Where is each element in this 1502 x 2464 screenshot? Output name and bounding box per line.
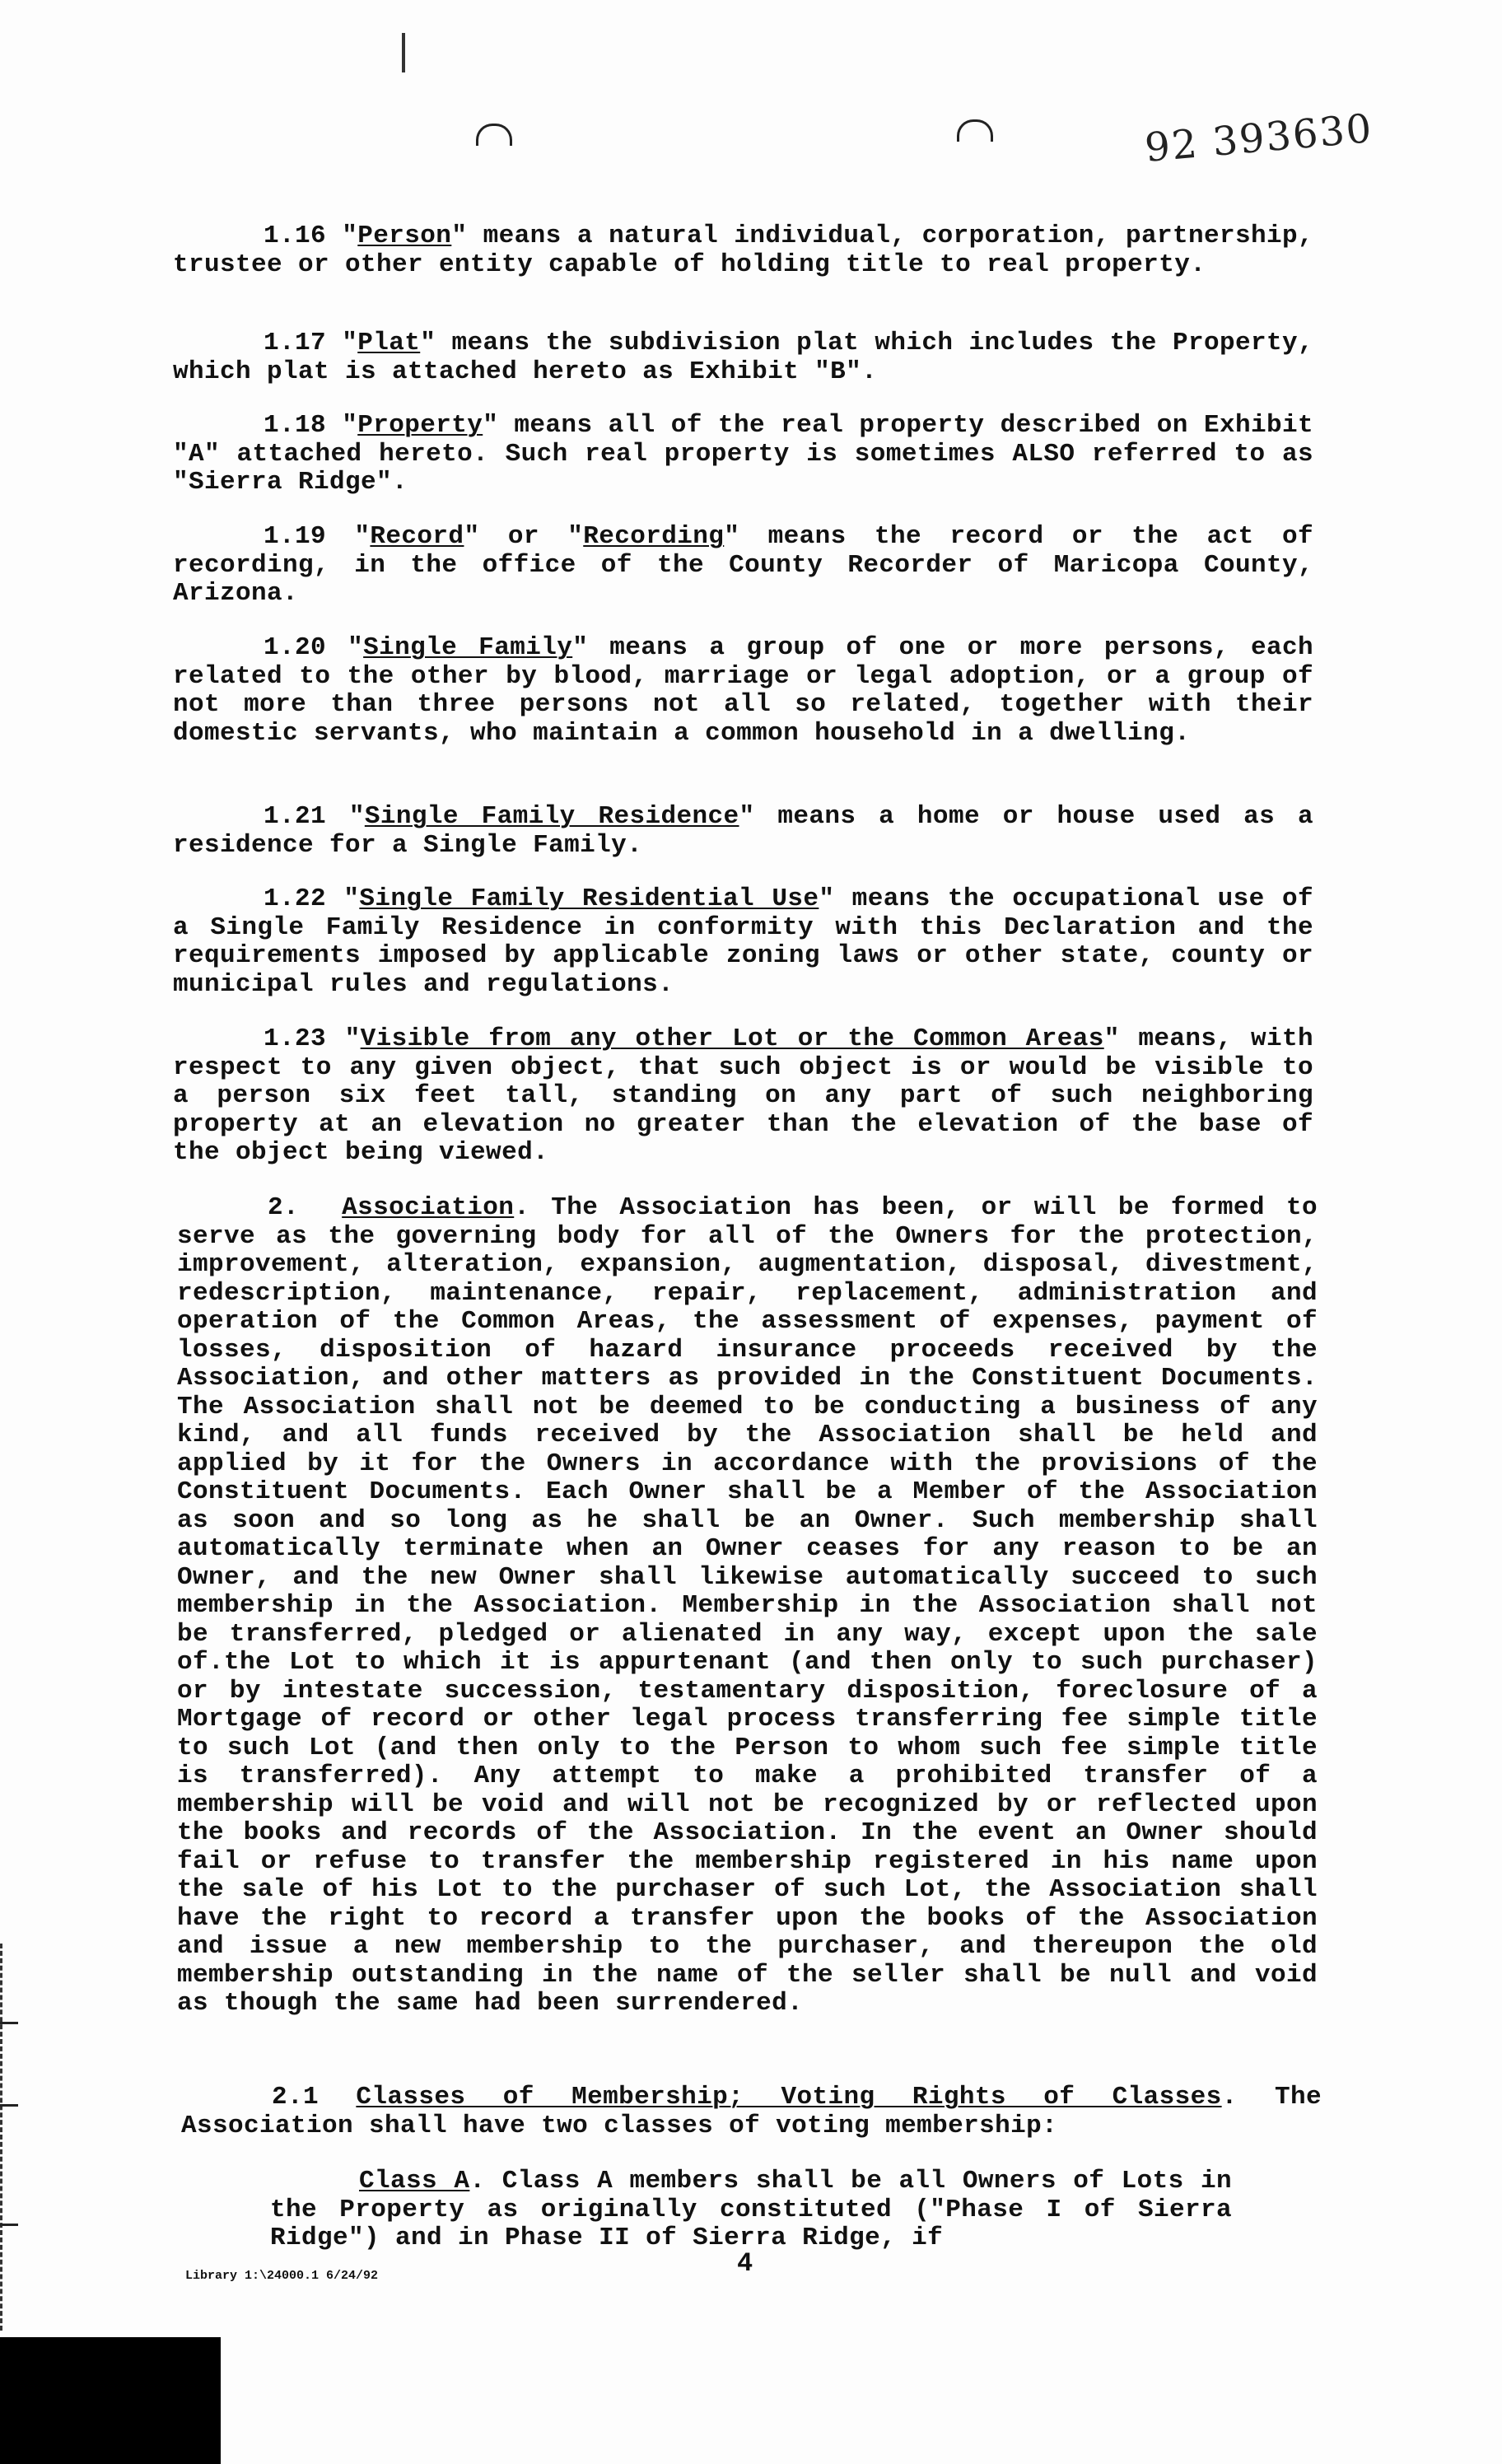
scan-edge-mark — [0, 1944, 11, 2331]
paragraph-number: 1.20 — [264, 633, 327, 662]
paragraph-number: 1.16 — [264, 222, 327, 250]
section-number: 2. — [268, 1193, 300, 1222]
redaction-block — [0, 2337, 221, 2464]
scan-edge-tick — [0, 2224, 18, 2226]
definition-paragraph: 1.17 "Plat" means the subdivision plat which includes the Property, which plat is attached hereto as Exhibit "B". — [173, 329, 1313, 386]
class-a-paragraph: Class A. Class A members shall be all Owners of Lots in the Property as originally constituted ("Phase I of Sierra Ridge") and in Phase II of Sierra Ridge, if — [270, 2167, 1232, 2252]
definition-paragraph: 1.18 "Property" means all of the real property described on Exhibit "A" attached hereto. Such real property is sometimes ALSO referred to as "Sierra Ridge". — [173, 411, 1313, 497]
definition-paragraph: 1.20 "Single Family" means a group of one or more persons, each related to the other by blood, marriage or legal adoption, or a group of not more than three persons not all so related, together with their domestic servants, who maintain a common household in a dwelling. — [173, 633, 1313, 748]
recording-number: 92 393630 — [1143, 105, 1375, 171]
paragraph-number: 1.23 — [264, 1024, 327, 1053]
section-association: 2. Association. The Association has been, or will be formed to serve as the governing body for all of the Owners for the protection, improvement, alteration, expansion, augmentation, disposal, divestment, redescription, maintenance, repair, replacement, administration and operation of the Common Areas, the assessment of expenses, payment of losses, disposition of hazard insurance proceeds received by the Association, and other matters as provided in the Constituent Documents. The Association shall not be deemed to be conducting a business of any kind, and all funds received by the Association shall be held and applied by it for the Owners in accordance with the provisions of the Constituent Documents. Each Owner shall be a Member of the Association as soon and so long as he shall be an Owner. Such membership shall automatically terminate when an Owner ceases for any reason to be an Owner, and the new Owner shall likewise automatically succeed to such membership in the Association. Membership in the Association shall not be transferred, pledged or alienated in any way, except upon the sale of.the Lot to which it is appurtenant (and then only to such purchaser) or by intestate succession, testamentary disposition, foreclosure of a Mortgage of record or other legal process transferring fee simple title to such Lot (and then only to the Person to whom such fee simple title is transferred). Any attempt to make a prohibited transfer of a membership will be void and will not be recognized by or reflected upon the books and records of the Association. In the event an Owner should fail or refuse to transfer the membership registered in his name upon the sale of his Lot to the purchaser of such Lot, the Association shall have the right to record a transfer upon the books of the Association and issue a new membership to the purchaser, and thereupon the old membership outstanding in the name of the seller shall be null and void as though the same had been surrendered. — [177, 1193, 1318, 2018]
defined-term: Single Family Residential Use — [359, 884, 819, 913]
paragraph-text: means all of the real property described on Exhibit "A" attached hereto. Such real property is sometimes ALSO referred to as "Sierra Ridge". — [173, 411, 1313, 497]
definition-paragraph: 1.23 "Visible from any other Lot or the Common Areas" means, with respect to any given object, that such object is or would be visible to a person six feet tall, standing on any part of such neighboring property at an elevation no greater than the elevation of the base of the object being viewed. — [173, 1024, 1313, 1167]
paragraph-text: means the subdivision plat which includes the Property, which plat is attached hereto as Exhibit "B". — [173, 329, 1313, 386]
paragraph-text: means a natural individual, corporation, partnership, trustee or other entity capable of holding title to real property. — [173, 222, 1313, 279]
defined-term: Person — [357, 222, 452, 250]
scan-mark — [402, 33, 405, 72]
paragraph-text: means a home or house used as a residence for a Single Family. — [173, 802, 1313, 860]
defined-term: Single Family Residence — [364, 802, 739, 831]
paragraph-text: means a group of one or more persons, each related to the other by blood, marriage or legal adoption, or a group of not more than three persons not all so related, together with their domestic servants, who maintain a common household in a dwelling. — [173, 633, 1313, 748]
defined-term: Single Family — [363, 633, 573, 662]
definition-paragraph: 1.21 "Single Family Residence" means a home or house used as a residence for a Single Family. — [173, 802, 1313, 860]
definition-paragraph: 1.19 "Record" or "Recording" means the record or the act of recording, in the office of the County Recorder of Maricopa County, Arizona. — [173, 522, 1313, 608]
section-number: 2.1 — [272, 2083, 320, 2112]
paragraph-number: 1.22 — [264, 884, 327, 913]
section-text: The Association shall have two classes of voting membership: — [181, 2083, 1322, 2140]
paragraph-number: 1.18 — [264, 411, 327, 440]
defined-term: Visible from any other Lot or the Common Areas — [360, 1024, 1104, 1053]
document-id: Library 1:\24000.1 6/24/92 — [185, 2269, 379, 2283]
section-text: The Association has been, or will be formed to serve as the governing body for all of the Owners for the protection, improvement, alteration, expansion, augmentation, disposal, divestment, redescription, maintenance, repair, replacement, administration and operation of the Common Areas, the assessment of expenses, payment of losses, disposition of hazard insurance proceeds received by the Association, and other matters as provided in the Constituent Documents. The Association shall not be deemed to be conducting a business of any kind, and all funds received by the Association shall be held and applied by it for the Owners in accordance with the provisions of the Constituent Documents. Each Owner shall be a Member of the Association as soon and so long as he shall be an Owner. Such membership shall automatically terminate when an Owner ceases for any reason to be an Owner, and the new Owner shall likewise automatically succeed to such membership in the Association. Membership in the Association shall not be transferred, pledged or alienated in any way, except upon the sale of.the Lot to which it is appurtenant (and then only to such purchaser) or by intestate succession, testamentary disposition, foreclosure of a Mortgage of record or other legal process transferring fee simple title to such Lot (and then only to the Person to whom such fee simple title is transferred). Any attempt to make a prohibited transfer of a membership will be void and will not be recognized by or reflected upon the books and records of the Association. In the event an Owner should fail or refuse to transfer the membership registered in his name upon the sale of his Lot to the purchaser of such Lot, the Association shall have the right to record a transfer upon the books of the Association and issue a new membership to the purchaser, and thereupon the old membership outstanding in the name of the seller shall be null and void as though the same had been surrendered. — [177, 1193, 1318, 2018]
defined-term: Plat — [357, 329, 421, 357]
punch-hole-mark — [476, 124, 512, 146]
paragraph-number: 1.17 — [264, 329, 327, 357]
class-heading: Class A — [359, 2167, 470, 2196]
page-number: 4 — [737, 2248, 753, 2279]
section-classes-of-membership: 2.1 Classes of Membership; Voting Rights of Classes. The Association shall have two classes of voting membership: — [181, 2083, 1322, 2140]
defined-term: Record — [370, 522, 464, 551]
definition-paragraph: 1.16 "Person" means a natural individual, corporation, partnership, trustee or other entity capable of holding title to real property. — [173, 222, 1313, 279]
punch-hole-mark — [957, 119, 993, 142]
scan-edge-tick — [0, 2104, 18, 2107]
defined-term: Recording — [583, 522, 725, 551]
section-heading: Association — [342, 1193, 515, 1222]
paragraph-text: means the record or the act of recording, in the office of the County Recorder of Maricopa County, Arizona. — [173, 522, 1313, 608]
paragraph-conjunction: or — [479, 522, 568, 551]
defined-term: Property — [357, 411, 483, 440]
class-text: Class A members shall be all Owners of Lots in the Property as originally constituted ("Phase I of Sierra Ridge") and in Phase II of Sierra Ridge, if — [270, 2167, 1232, 2252]
paragraph-number: 1.19 — [264, 522, 327, 551]
scan-edge-tick — [0, 2022, 18, 2024]
paragraph-number: 1.21 — [264, 802, 327, 831]
definition-paragraph: 1.22 "Single Family Residential Use" means the occupational use of a Single Family Residence in conformity with this Declaration and the requirements imposed by applicable zoning laws or other state, county or municipal rules and regulations. — [173, 884, 1314, 999]
paragraph-text: means, with respect to any given object, that such object is or would be visible to a person six feet tall, standing on any part of such neighboring property at an elevation no greater than the elevation of the base of the object being viewed. — [173, 1024, 1313, 1167]
section-heading: Classes of Membership; Voting Rights of Classes — [356, 2083, 1222, 2112]
paragraph-text: means the occupational use of a Single Family Residence in conformity with this Declaration and the requirements imposed by applicable zoning laws or other state, county or municipal rules and regulations. — [173, 884, 1314, 999]
